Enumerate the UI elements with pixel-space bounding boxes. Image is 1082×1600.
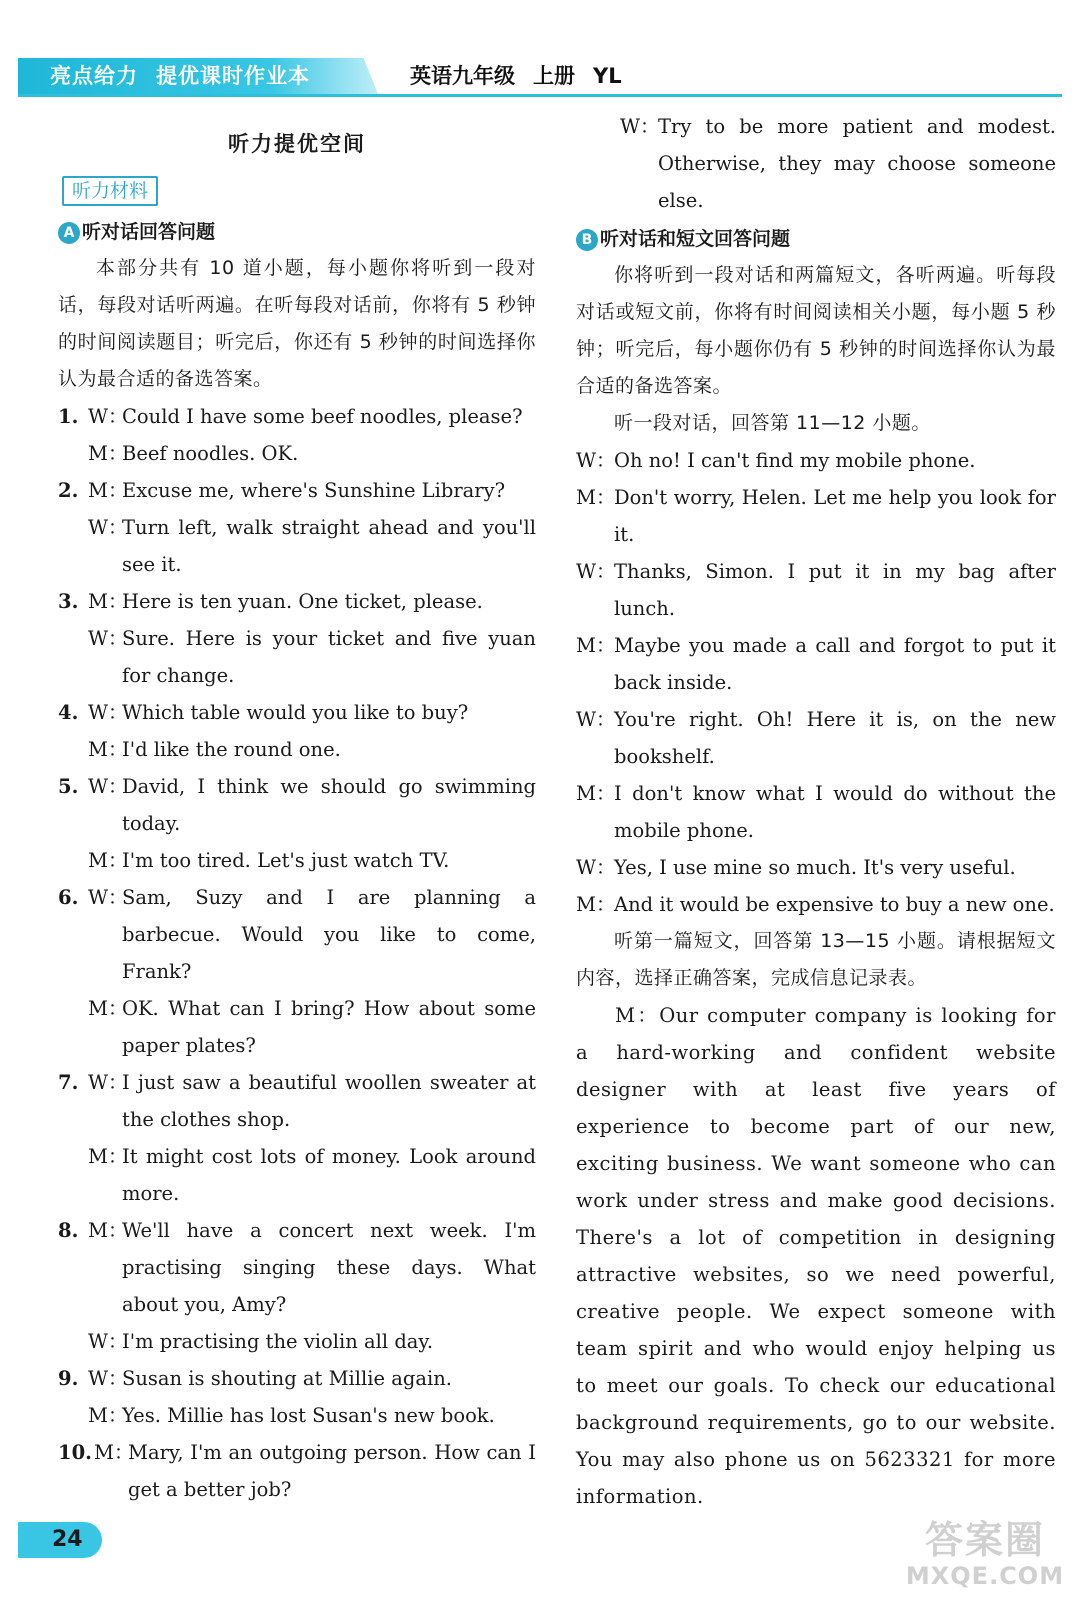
- subject-label: 英语九年级: [410, 64, 515, 88]
- speaker: M：: [88, 590, 128, 613]
- dialog-text: Sam, Suzy and I are planning a barbecue. Would you like to come, Frank?: [122, 886, 536, 983]
- question-item: [58, 879, 536, 1064]
- dialog-line: [58, 1360, 536, 1397]
- dialog-text: Susan is shouting at Millie again.: [122, 1367, 452, 1390]
- dialog-text: I don't know what I would do without the mobile phone.: [614, 782, 1056, 842]
- question-number: [58, 842, 88, 879]
- header-rule: [18, 94, 1062, 97]
- left-column: [58, 124, 536, 1508]
- dialog-text: Mary, I'm an outgoing person. How can I get a better job?: [128, 1441, 536, 1501]
- dialog-line: [58, 435, 536, 472]
- speaker: M：: [88, 849, 128, 872]
- speaker: W：: [88, 701, 128, 724]
- question-number: [58, 620, 88, 694]
- dialog-line: [576, 479, 1056, 553]
- dialog-line: [58, 620, 536, 694]
- dialog-text: OK. What can I bring? How about some paper plates?: [122, 997, 536, 1057]
- dialog-text: Thanks, Simon. I put it in my bag after lunch.: [614, 560, 1056, 620]
- section-title: 听力提优空间: [228, 132, 366, 156]
- question-number: [58, 1397, 88, 1434]
- dialog-text: I'd like the round one.: [122, 738, 341, 761]
- part-a-heading: [58, 214, 536, 250]
- question-item: [58, 694, 536, 768]
- brand-name-b: 提优课时作业本: [156, 64, 310, 88]
- speaker: M：: [88, 1219, 128, 1242]
- question-number: 2.: [58, 479, 79, 502]
- watermark-logo: [900, 1518, 1070, 1594]
- speaker: W：: [576, 856, 616, 879]
- speaker: W：: [576, 708, 616, 731]
- part-a-intro: 本部分共有 10 道小题，每小题你将听到一段对话，每段对话听两遍。在听每段对话前，你将有 5 秒钟的时间阅读题目；听完后，你还有 5 秒钟的时间选择你认为最合适的备选答案。: [58, 257, 536, 390]
- dialog-text: We'll have a concert next week. I'm practising singing these days. What about you, Amy?: [122, 1219, 536, 1316]
- speaker: M：: [88, 1145, 128, 1168]
- dialog-text: And it would be expensive to buy a new one.: [614, 893, 1055, 916]
- speaker: W：: [576, 449, 616, 472]
- dialog-text: Yes. Millie has lost Susan's new book.: [122, 1404, 495, 1427]
- dialog-text: Sure. Here is your ticket and five yuan for change.: [122, 627, 536, 687]
- speaker: M：: [576, 486, 616, 509]
- dialog-text: I'm practising the violin all day.: [122, 1330, 434, 1353]
- dialog-line: [58, 694, 536, 731]
- dialog-text: I just saw a beautiful woollen sweater at the clothes shop.: [122, 1071, 536, 1131]
- volume-label: 上册: [533, 64, 575, 88]
- speaker: W：: [88, 1330, 128, 1353]
- speaker: W：: [88, 627, 128, 650]
- speaker: W：: [88, 775, 128, 798]
- speaker: M：: [88, 997, 128, 1020]
- part-b-heading: [576, 221, 1056, 257]
- speaker: M：: [576, 893, 616, 916]
- dialog-text: Oh no! I can't find my mobile phone.: [614, 449, 976, 472]
- question-item: [58, 1360, 536, 1434]
- part-b-intro: 你将听到一段对话和两篇短文，各听两遍。听每段对话或短文前，你将有时间阅读相关小题，每小题 5 秒钟；听完后，每小题你仍有 5 秒钟的时间选择你认为最合适的备选答案。: [576, 264, 1056, 397]
- dialog-text: It might cost lots of money. Look around more.: [122, 1145, 536, 1205]
- question-number: [58, 731, 88, 768]
- dialog-line: [576, 553, 1056, 627]
- dialog-text: Try to be more patient and modest. Otherwise, they may choose someone else.: [658, 115, 1056, 212]
- watermark-top: 答案圈: [924, 1518, 1045, 1562]
- dialog-text: Here is ten yuan. One ticket, please.: [122, 590, 483, 613]
- speaker: W：: [620, 115, 660, 138]
- question-number: 5.: [58, 775, 79, 798]
- dialog-text: Turn left, walk straight ahead and you'll see it.: [122, 516, 536, 576]
- page-number: 24: [18, 1522, 102, 1558]
- speaker: W：: [88, 886, 128, 909]
- dialog-line: [58, 768, 536, 842]
- dialog-text: Could I have some beef noodles, please?: [122, 405, 523, 428]
- question-number: 3.: [58, 590, 79, 613]
- dialog-line: [58, 398, 536, 435]
- speaker: M：: [88, 479, 128, 502]
- dialog-text: Excuse me, where's Sunshine Library?: [122, 479, 506, 502]
- passage-text: M：Our computer company is looking for a hard-working and confident website designer with at least five years of experience to become part of our new, exciting business. We want someone who can work under stress and make good decisions. There's a lot of competition in designing attractive websites, so we need powerful, creative people. We expect someone with team spirit and who would enjoy helping us to meet our goals. To check our educational background requirements, go to our website. You may also phone us on 5623321 for more information.: [576, 1004, 1056, 1508]
- part-a-title: 听对话回答问题: [82, 221, 216, 243]
- question-number: [58, 990, 88, 1064]
- question-number: [58, 509, 88, 583]
- dialog-line: [58, 472, 536, 509]
- dialog-line: [58, 1323, 536, 1360]
- question-number: [58, 1323, 88, 1360]
- speaker: W：: [576, 560, 616, 583]
- watermark-bottom: MXQE.COM: [905, 1562, 1065, 1590]
- question-item: [58, 1434, 536, 1508]
- dialog-text: Which table would you like to buy?: [122, 701, 469, 724]
- dialog-line: [58, 1064, 536, 1138]
- dialog-line: [58, 1434, 536, 1508]
- dialog-line: [576, 701, 1056, 775]
- dialog-line: [576, 108, 1056, 219]
- question-number: 6.: [58, 886, 79, 909]
- dialog-line: [576, 627, 1056, 701]
- question-number: 7.: [58, 1071, 79, 1094]
- dialog-line: [58, 1138, 536, 1212]
- dialog-line: [576, 442, 1056, 479]
- speaker: M：: [88, 738, 128, 761]
- question-number: 8.: [58, 1219, 79, 1242]
- question-item: [58, 583, 536, 694]
- question-number: 1.: [58, 405, 79, 428]
- dialog-line: [58, 1397, 536, 1434]
- dialog-text: I'm too tired. Let's just watch TV.: [122, 849, 450, 872]
- dialog-line: [576, 849, 1056, 886]
- speaker: M：: [576, 782, 616, 805]
- dialog-text: You're right. Oh! Here it is, on the new bookshelf.: [614, 708, 1056, 768]
- dialog-text: Don't worry, Helen. Let me help you look for it.: [614, 486, 1056, 546]
- dialog-line: [58, 583, 536, 620]
- listening-material-tag: 听力材料: [62, 176, 158, 206]
- part-a-badge: A: [58, 222, 80, 244]
- part-b-title: 听对话和短文回答问题: [600, 228, 791, 250]
- question-item: [58, 768, 536, 879]
- speaker: M：: [94, 1441, 134, 1464]
- question-number: [58, 1138, 88, 1212]
- question-item: [58, 472, 536, 583]
- question-item: [58, 398, 536, 472]
- speaker: W：: [88, 1071, 128, 1094]
- right-column: [576, 108, 1056, 1515]
- dialog-line: [58, 990, 536, 1064]
- part-a-items: [58, 398, 536, 1508]
- dialog-line: [58, 731, 536, 768]
- dialog-intro: 听一段对话，回答第 11—12 小题。: [614, 412, 931, 434]
- speaker: M：: [88, 1404, 128, 1427]
- speaker: M：: [88, 442, 128, 465]
- dialog-line: [58, 879, 536, 990]
- dialog-line: [576, 775, 1056, 849]
- header-brand: [50, 60, 310, 92]
- speaker: W：: [88, 1367, 128, 1390]
- dialog-line: [58, 842, 536, 879]
- question-number: [58, 435, 88, 472]
- dialog-text: David, I think we should go swimming today.: [122, 775, 536, 835]
- dialog-text: Maybe you made a call and forgot to put it back inside.: [614, 634, 1056, 694]
- dialog-block: [576, 442, 1056, 923]
- speaker: W：: [88, 405, 128, 428]
- passage-intro: 听第一篇短文，回答第 13—15 小题。请根据短文内容，选择正确答案，完成信息记录表。: [576, 930, 1056, 989]
- question-number: 10.: [58, 1441, 92, 1464]
- question-number: 9.: [58, 1367, 79, 1390]
- part-b-badge: B: [576, 229, 598, 251]
- speaker: M：: [576, 634, 616, 657]
- question-item: [58, 1212, 536, 1360]
- speaker: W：: [88, 516, 128, 539]
- question-item: [58, 1064, 536, 1212]
- dialog-line: [58, 509, 536, 583]
- brand-name-a: 亮点给力: [50, 64, 138, 88]
- dialog-line: [576, 886, 1056, 923]
- question-number: 4.: [58, 701, 79, 724]
- dialog-text: Yes, I use mine so much. It's very useful.: [614, 856, 1016, 879]
- dialog-line: [58, 1212, 536, 1323]
- edition-label: YL: [593, 64, 622, 88]
- header-subject: [410, 60, 640, 92]
- dialog-text: Beef noodles. OK.: [122, 442, 299, 465]
